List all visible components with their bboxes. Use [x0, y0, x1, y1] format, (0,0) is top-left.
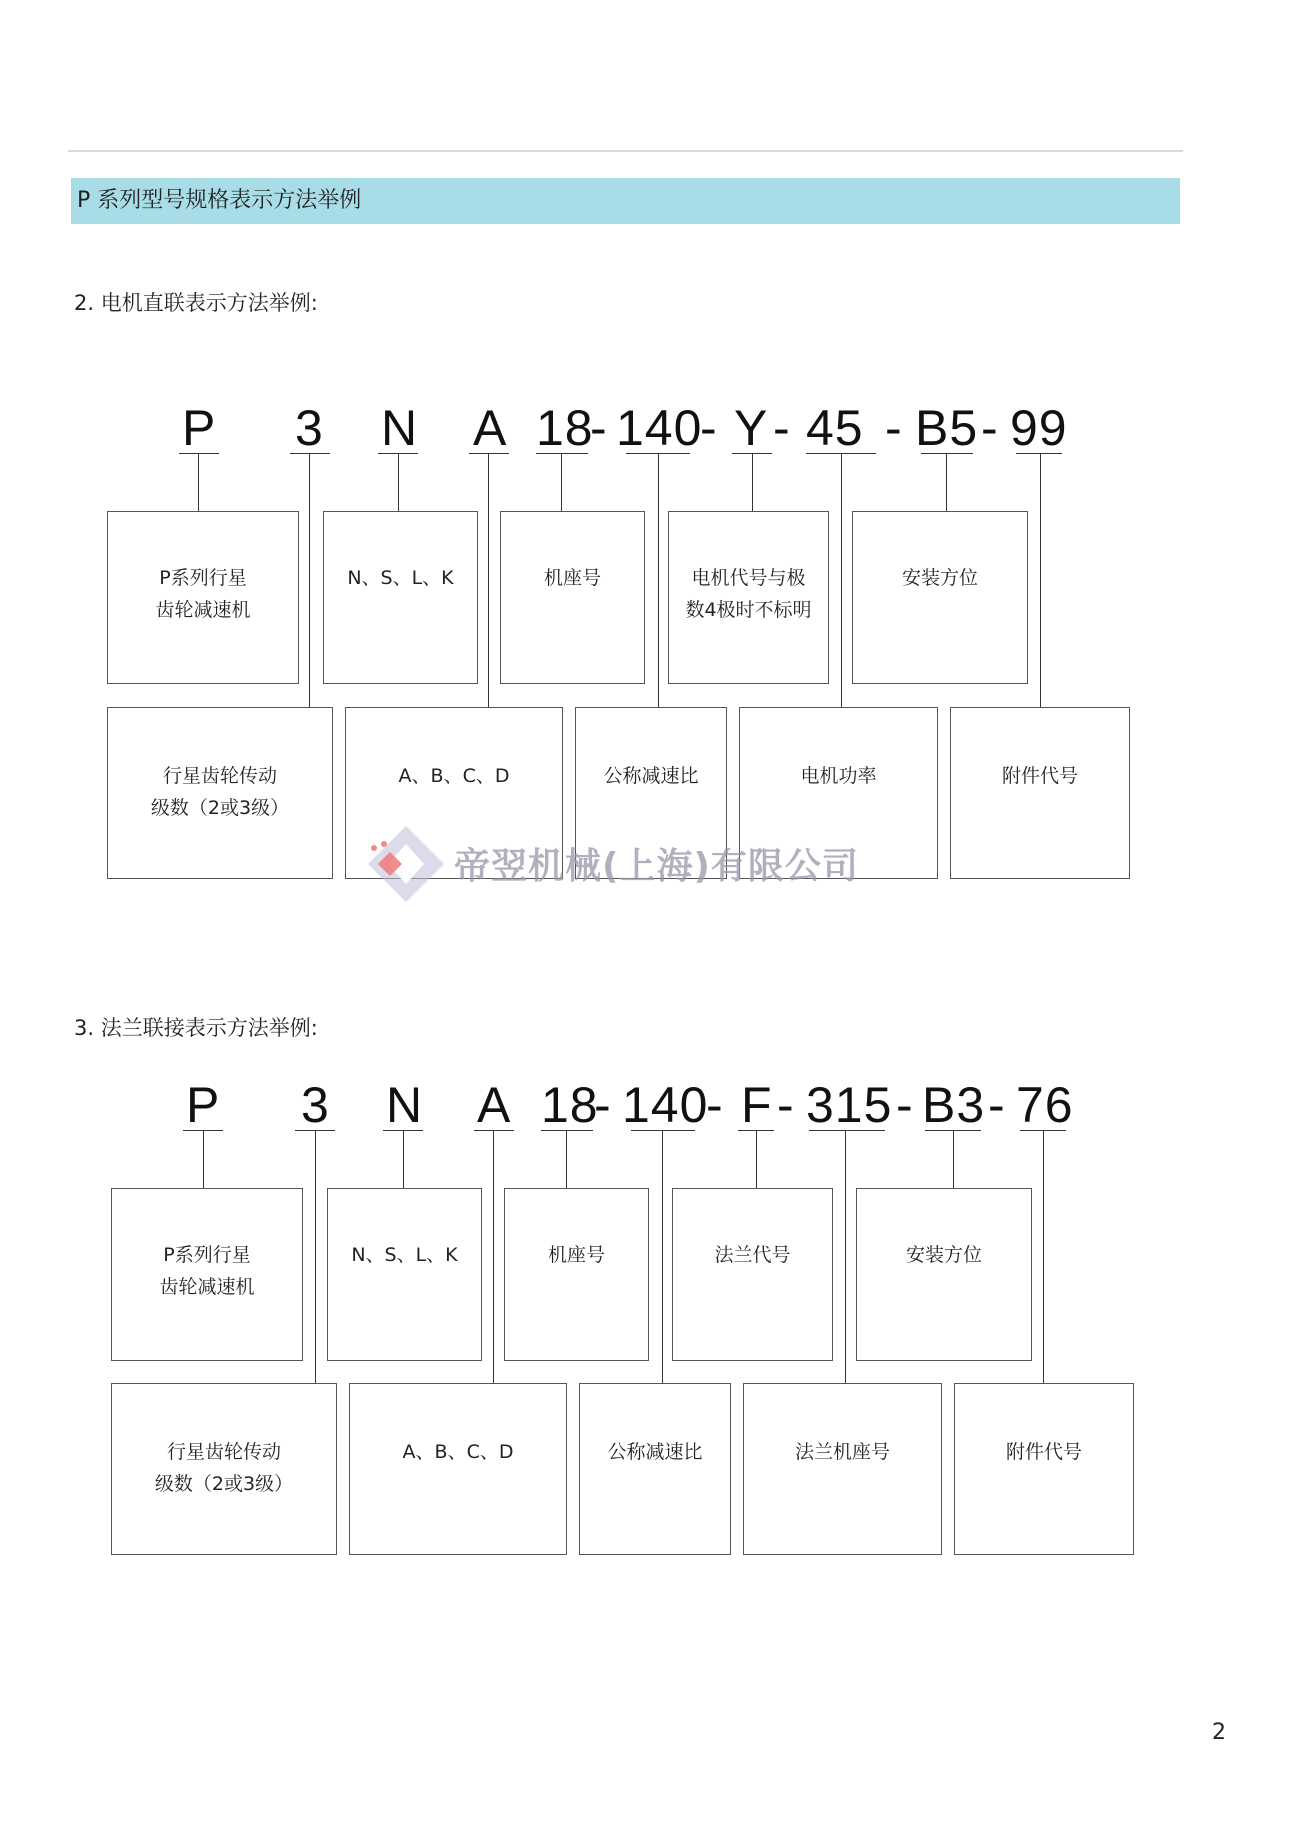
box-label: 法兰机座号	[794, 1441, 890, 1463]
box-abcd	[349, 1383, 567, 1555]
box-stages	[111, 1383, 337, 1555]
code-p: P	[182, 400, 217, 456]
code-dash: -	[700, 400, 718, 456]
code-p: P	[186, 1077, 221, 1133]
connector-line	[953, 1130, 954, 1189]
box-label: 数4极时不标明	[685, 599, 812, 621]
connector-line	[488, 453, 489, 707]
code-n: N	[386, 1077, 424, 1133]
connector-line	[561, 453, 562, 512]
code-dash: -	[777, 1077, 795, 1133]
box-flange-frame	[743, 1383, 942, 1555]
code-flange-frame: 315	[806, 1077, 893, 1133]
box-label: N、S、L、K	[351, 1244, 458, 1266]
code-a: A	[477, 1077, 512, 1133]
box-label: 级数（2或3级）	[154, 1473, 294, 1495]
code-underline	[541, 1130, 593, 1131]
code-underline	[474, 1130, 514, 1131]
top-divider	[68, 150, 1183, 152]
code-dash: -	[896, 1077, 914, 1133]
box-flange-code	[672, 1188, 833, 1361]
box-stages	[107, 707, 333, 879]
code-mount: B5	[915, 400, 979, 456]
connector-line	[403, 1130, 404, 1189]
box-label: 机座号	[547, 1244, 605, 1266]
box-type	[323, 511, 478, 684]
section-3-title: 3. 法兰联接表示方法举例:	[74, 1016, 318, 1040]
code-mount: B3	[922, 1077, 986, 1133]
code-ratio: 140	[616, 400, 703, 456]
banner-title: P 系列型号规格表示方法举例	[77, 188, 362, 213]
box-series	[107, 511, 299, 684]
box-label: P系列行星	[159, 567, 247, 589]
code-stage: 3	[301, 1077, 330, 1133]
connector-line	[946, 453, 947, 512]
box-frame	[504, 1188, 649, 1361]
connector-line	[566, 1130, 567, 1189]
box-label: 安装方位	[905, 1244, 982, 1266]
code-underline	[536, 453, 588, 454]
code-a: A	[473, 400, 508, 456]
connector-line	[1043, 1130, 1044, 1384]
code-dash: -	[981, 400, 999, 456]
code-ratio: 140	[622, 1077, 709, 1133]
code-underline	[1016, 453, 1062, 454]
code-dash: -	[773, 400, 791, 456]
code-power: 45	[806, 400, 864, 456]
code-stage: 3	[295, 400, 324, 456]
box-accessory	[950, 707, 1130, 879]
code-motor: Y	[734, 400, 769, 456]
box-label: 行星齿轮传动	[162, 765, 277, 787]
code-underline	[631, 1130, 695, 1131]
connector-line	[752, 453, 753, 512]
code-dash: -	[706, 1077, 724, 1133]
box-label: 电机功率	[800, 765, 877, 787]
box-label: 安装方位	[901, 567, 978, 589]
code-flange: F	[741, 1077, 773, 1133]
connector-line	[756, 1130, 757, 1189]
connector-line	[1040, 453, 1041, 707]
connector-line	[398, 453, 399, 512]
box-label: 级数（2或3级）	[150, 797, 290, 819]
code-frame: 18	[536, 400, 594, 456]
box-label: 公称减速比	[607, 1441, 703, 1463]
box-label: A、B、C、D	[402, 1441, 514, 1463]
box-label: 齿轮减速机	[159, 1276, 255, 1298]
code-frame: 18	[541, 1077, 599, 1133]
box-label: 机座号	[543, 567, 601, 589]
code-dash: -	[594, 1077, 612, 1133]
code-dash: -	[590, 400, 608, 456]
connector-line	[198, 453, 199, 512]
code-underline	[290, 453, 330, 454]
logo-icon	[358, 822, 458, 902]
watermark-text: 帝翌机械(上海)有限公司	[454, 846, 859, 887]
connector-line	[662, 1130, 663, 1384]
page-number: 2	[1212, 1720, 1226, 1745]
box-label: 齿轮减速机	[155, 599, 251, 621]
box-series	[111, 1188, 303, 1361]
box-mount	[856, 1188, 1032, 1361]
code-dash: -	[988, 1077, 1006, 1133]
code-dash: -	[885, 400, 903, 456]
box-mount	[852, 511, 1028, 684]
code-acc: 99	[1010, 400, 1068, 456]
box-label: N、S、L、K	[347, 567, 454, 589]
connector-line	[493, 1130, 494, 1384]
section-2-title: 2. 电机直联表示方法举例:	[74, 291, 318, 315]
code-underline	[179, 453, 219, 454]
connector-line	[845, 1130, 846, 1384]
box-type	[327, 1188, 482, 1361]
box-label: P系列行星	[163, 1244, 251, 1266]
box-ratio	[579, 1383, 731, 1555]
code-n: N	[381, 400, 419, 456]
box-frame	[500, 511, 645, 684]
connector-line	[203, 1130, 204, 1189]
box-accessory	[954, 1383, 1134, 1555]
code-acc: 76	[1016, 1077, 1074, 1133]
connector-line	[658, 453, 659, 707]
code-underline	[809, 1130, 885, 1131]
box-label: 附件代号	[1005, 1441, 1082, 1463]
connector-line	[315, 1130, 316, 1384]
box-label: 法兰代号	[714, 1244, 791, 1266]
box-motor-code	[668, 511, 829, 684]
connector-line	[309, 453, 310, 707]
section-banner	[71, 178, 1180, 224]
connector-line	[841, 453, 842, 707]
box-label: 行星齿轮传动	[166, 1441, 281, 1463]
code-underline	[921, 453, 973, 454]
box-label: 公称减速比	[603, 765, 699, 787]
box-label: 电机代号与极	[691, 567, 806, 589]
code-underline	[469, 453, 509, 454]
box-label: A、B、C、D	[398, 765, 510, 787]
box-label: 附件代号	[1001, 765, 1078, 787]
